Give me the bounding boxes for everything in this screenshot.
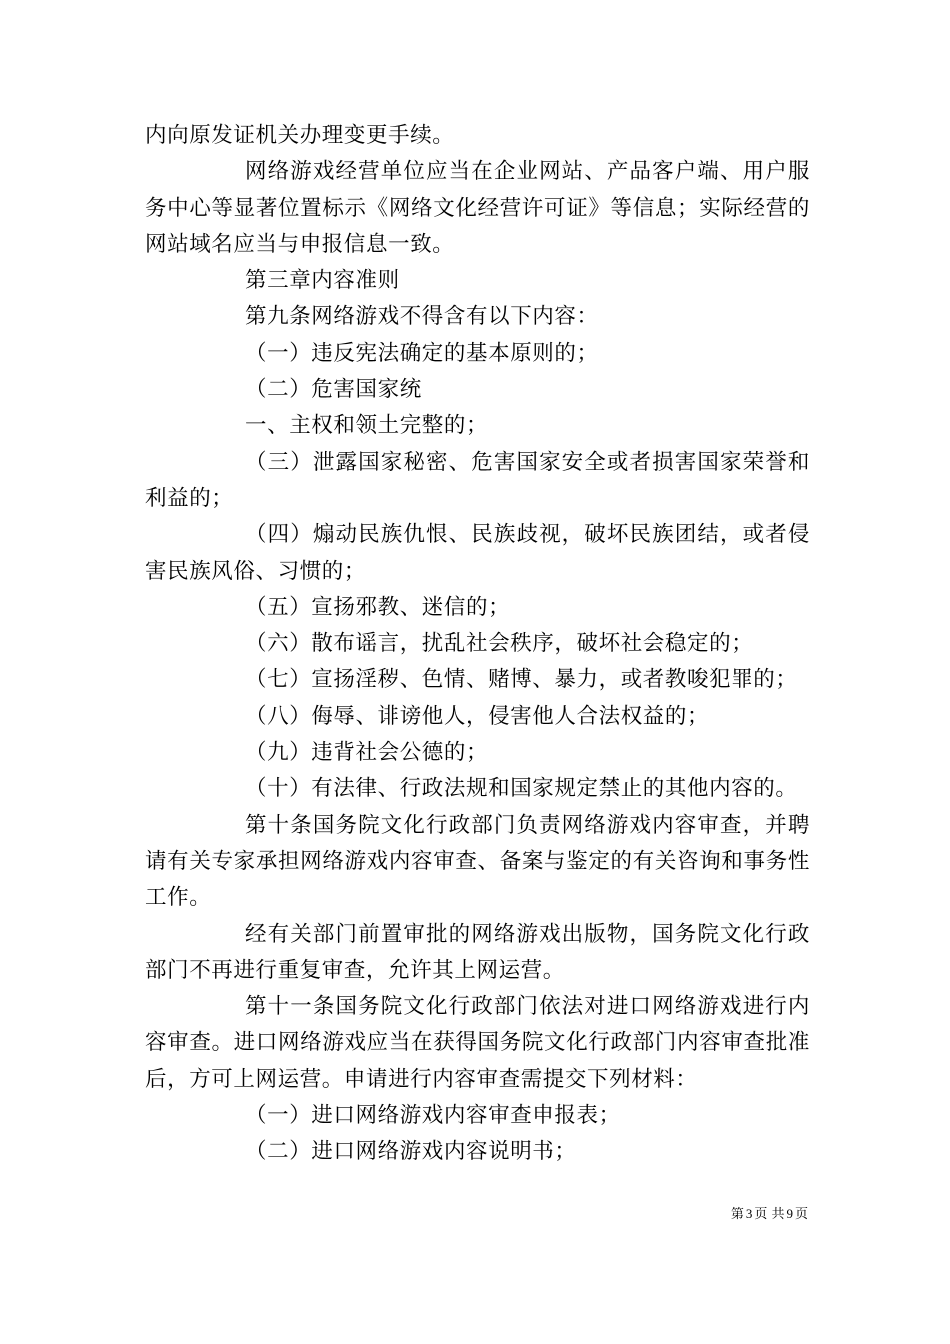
footer-total-pages: 9	[786, 1206, 793, 1221]
paragraph: 第十一条国务院文化行政部门依法对进口网络游戏进行内容审查。进口网络游戏应当在获得国务院文化行政部门内容审查批准后，方可上网运营。申请进行内容审查需提交下列材料：	[145, 994, 810, 1092]
footer-prefix: 第	[730, 1207, 744, 1222]
paragraph: （六）散布谣言，扰乱社会秩序，破坏社会稳定的；	[245, 631, 754, 657]
paragraph: 网络游戏经营单位应当在企业网站、产品客户端、用户服务中心等显著位置标示《网络文化经营许可证》等信息；实际经营的网站域名应当与申报信息一致。	[145, 159, 810, 257]
paragraph: （五）宣扬邪教、迷信的；	[245, 594, 511, 620]
document-body	[145, 118, 810, 1171]
paragraph: （一）违反宪法确定的基本原则的；	[245, 340, 599, 366]
paragraph: （四）煽动民族仇恨、民族歧视，破坏民族团结，或者侵害民族风俗、习惯的；	[145, 522, 810, 584]
paragraph: 内向原发证机关办理变更手续。	[145, 123, 455, 148]
paragraph: （八）侮辱、诽谤他人，侵害他人合法权益的；	[245, 703, 710, 729]
paragraph: （二）危害国家统	[245, 377, 422, 403]
paragraph: （七）宣扬淫秽、色情、赌博、暴力，或者教唆犯罪的；	[245, 667, 798, 693]
footer-suffix: 页	[794, 1207, 808, 1222]
footer-middle: 页 共	[754, 1207, 785, 1222]
paragraph: 一、主权和领土完整的；	[245, 413, 489, 439]
paragraph: （十）有法律、行政法规和国家规定禁止的其他内容的。	[245, 776, 798, 802]
paragraph: （九）违背社会公德的；	[245, 740, 489, 766]
paragraph: （二）进口网络游戏内容说明书；	[245, 1139, 577, 1165]
paragraph: 经有关部门前置审批的网络游戏出版物，国务院文化行政部门不再进行重复审查，允许其上网运营。	[145, 921, 810, 983]
paragraph: 第九条网络游戏不得含有以下内容：	[245, 304, 599, 330]
paragraph: 第三章内容准则	[245, 268, 400, 294]
paragraph: （一）进口网络游戏内容审查申报表；	[245, 1103, 621, 1129]
page-footer	[731, 1205, 808, 1224]
paragraph: 第十条国务院文化行政部门负责网络游戏内容审查，并聘请有关专家承担网络游戏内容审查、备案与鉴定的有关咨询和事务性工作。	[145, 812, 810, 911]
footer-current-page: 3	[745, 1206, 753, 1221]
paragraph: （三）泄露国家秘密、危害国家安全或者损害国家荣誉和利益的；	[145, 449, 810, 511]
